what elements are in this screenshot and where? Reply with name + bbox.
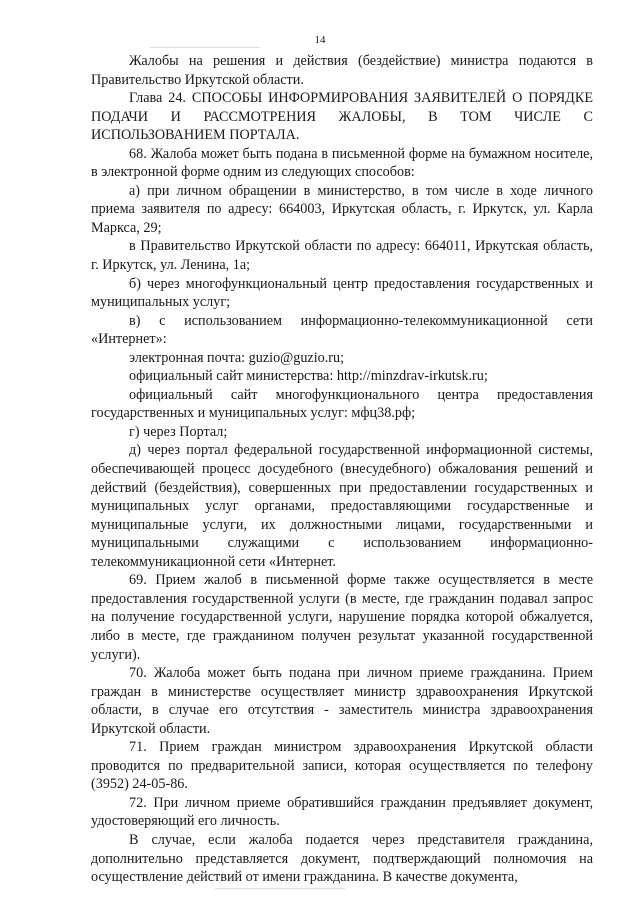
page-number: 14: [314, 34, 326, 46]
paragraph-68-b: б) через многофункциональный центр предоставления государственных и муниципальных услуг;: [91, 275, 593, 311]
paragraph-68-d: д) через портал федеральной государственной информационной системы, обеспечивающей процесс досудебного (внесудебного) обжалования решений и действий (бездействия), совершенных при предоставлении государственных и муниципальных услуг органами, предоставляющими государственные и муниципальные услуги, их должностными лицами, государственными и муниципальными служащими с использованием информационно-телекоммуникационной сети «Интернет.: [91, 442, 593, 570]
scan-artifact: [150, 47, 260, 48]
document-body: [91, 52, 593, 887]
paragraph-68-g: г) через Портал;: [129, 423, 228, 440]
paragraph-69: 69. Прием жалоб в письменной форме также осуществляется в месте предоставления государственной услуги (в месте, где гражданин подавал запрос на получение государственной услуги, нарушение порядка которой обжалуется, либо в месте, где гражданином получен результат указанной государственной услуги).: [91, 572, 593, 663]
paragraph-68: 68. Жалоба может быть подана в письменной форме на бумажном носителе, в электронной форме одним из следующих способов:: [91, 145, 593, 181]
paragraph-complaint-minister: Жалобы на решения и действия (бездействие) министра подаются в Правительство Иркутской области.: [91, 53, 593, 88]
chapter-24-heading: Глава 24. СПОСОБЫ ИНФОРМИРОВАНИЯ ЗАЯВИТЕЛЕЙ О ПОРЯДКЕ ПОДАЧИ И РАССМОТРЕНИЯ ЖАЛОБЫ, В ТОМ ЧИСЛЕ С ИСПОЛЬЗОВАНИЕМ ПОРТАЛА.: [91, 90, 593, 144]
paragraph-representative: В случае, если жалоба подается через представителя гражданина, дополнительно представляется документ, подтверждающий полномочия на осуществление действий от имени гражданина. В качестве документа,: [91, 831, 593, 886]
paragraph-72: 72. При личном приеме обратившийся гражданин предъявляет документ, удостоверяющий его личность.: [91, 794, 593, 830]
paragraph-68-government-address: в Правительство Иркутской области по адресу: 664011, Иркутская область, г. Иркутск, ул. Ленина, 1а;: [91, 238, 593, 274]
paragraph-68-a: а) при личном обращении в министерство, в том числе в ходе личного приема заявителя по адресу: 664003, Иркутская область, г. Иркутск, ул. Карла Маркса, 29;: [91, 182, 593, 236]
paragraph-mfc-site: официальный сайт многофункционального центра предоставления государственных и муниципальных услуг: мфц38.рф;: [91, 386, 593, 422]
paragraph-70: 70. Жалоба может быть подана при личном приеме гражданина. Прием граждан в министерстве осуществляет министр здравоохранения Иркутской области, в случае его отсутствия - заместитель министра здравоохранения Иркутской области.: [91, 665, 593, 737]
scan-artifact: [215, 888, 345, 889]
paragraph-ministry-site: официальный сайт министерства: http://minzdrav-irkutsk.ru;: [129, 368, 488, 385]
paragraph-68-v: в) с использованием информационно-телекоммуникационной сети «Интернет»:: [91, 312, 593, 348]
paragraph-email: электронная почта: guzio@guzio.ru;: [129, 349, 345, 366]
paragraph-71: 71. Прием граждан министром здравоохранения Иркутской области проводится по предварительной записи, которая осуществляется по телефону (3952) 24-05-86.: [91, 739, 593, 793]
